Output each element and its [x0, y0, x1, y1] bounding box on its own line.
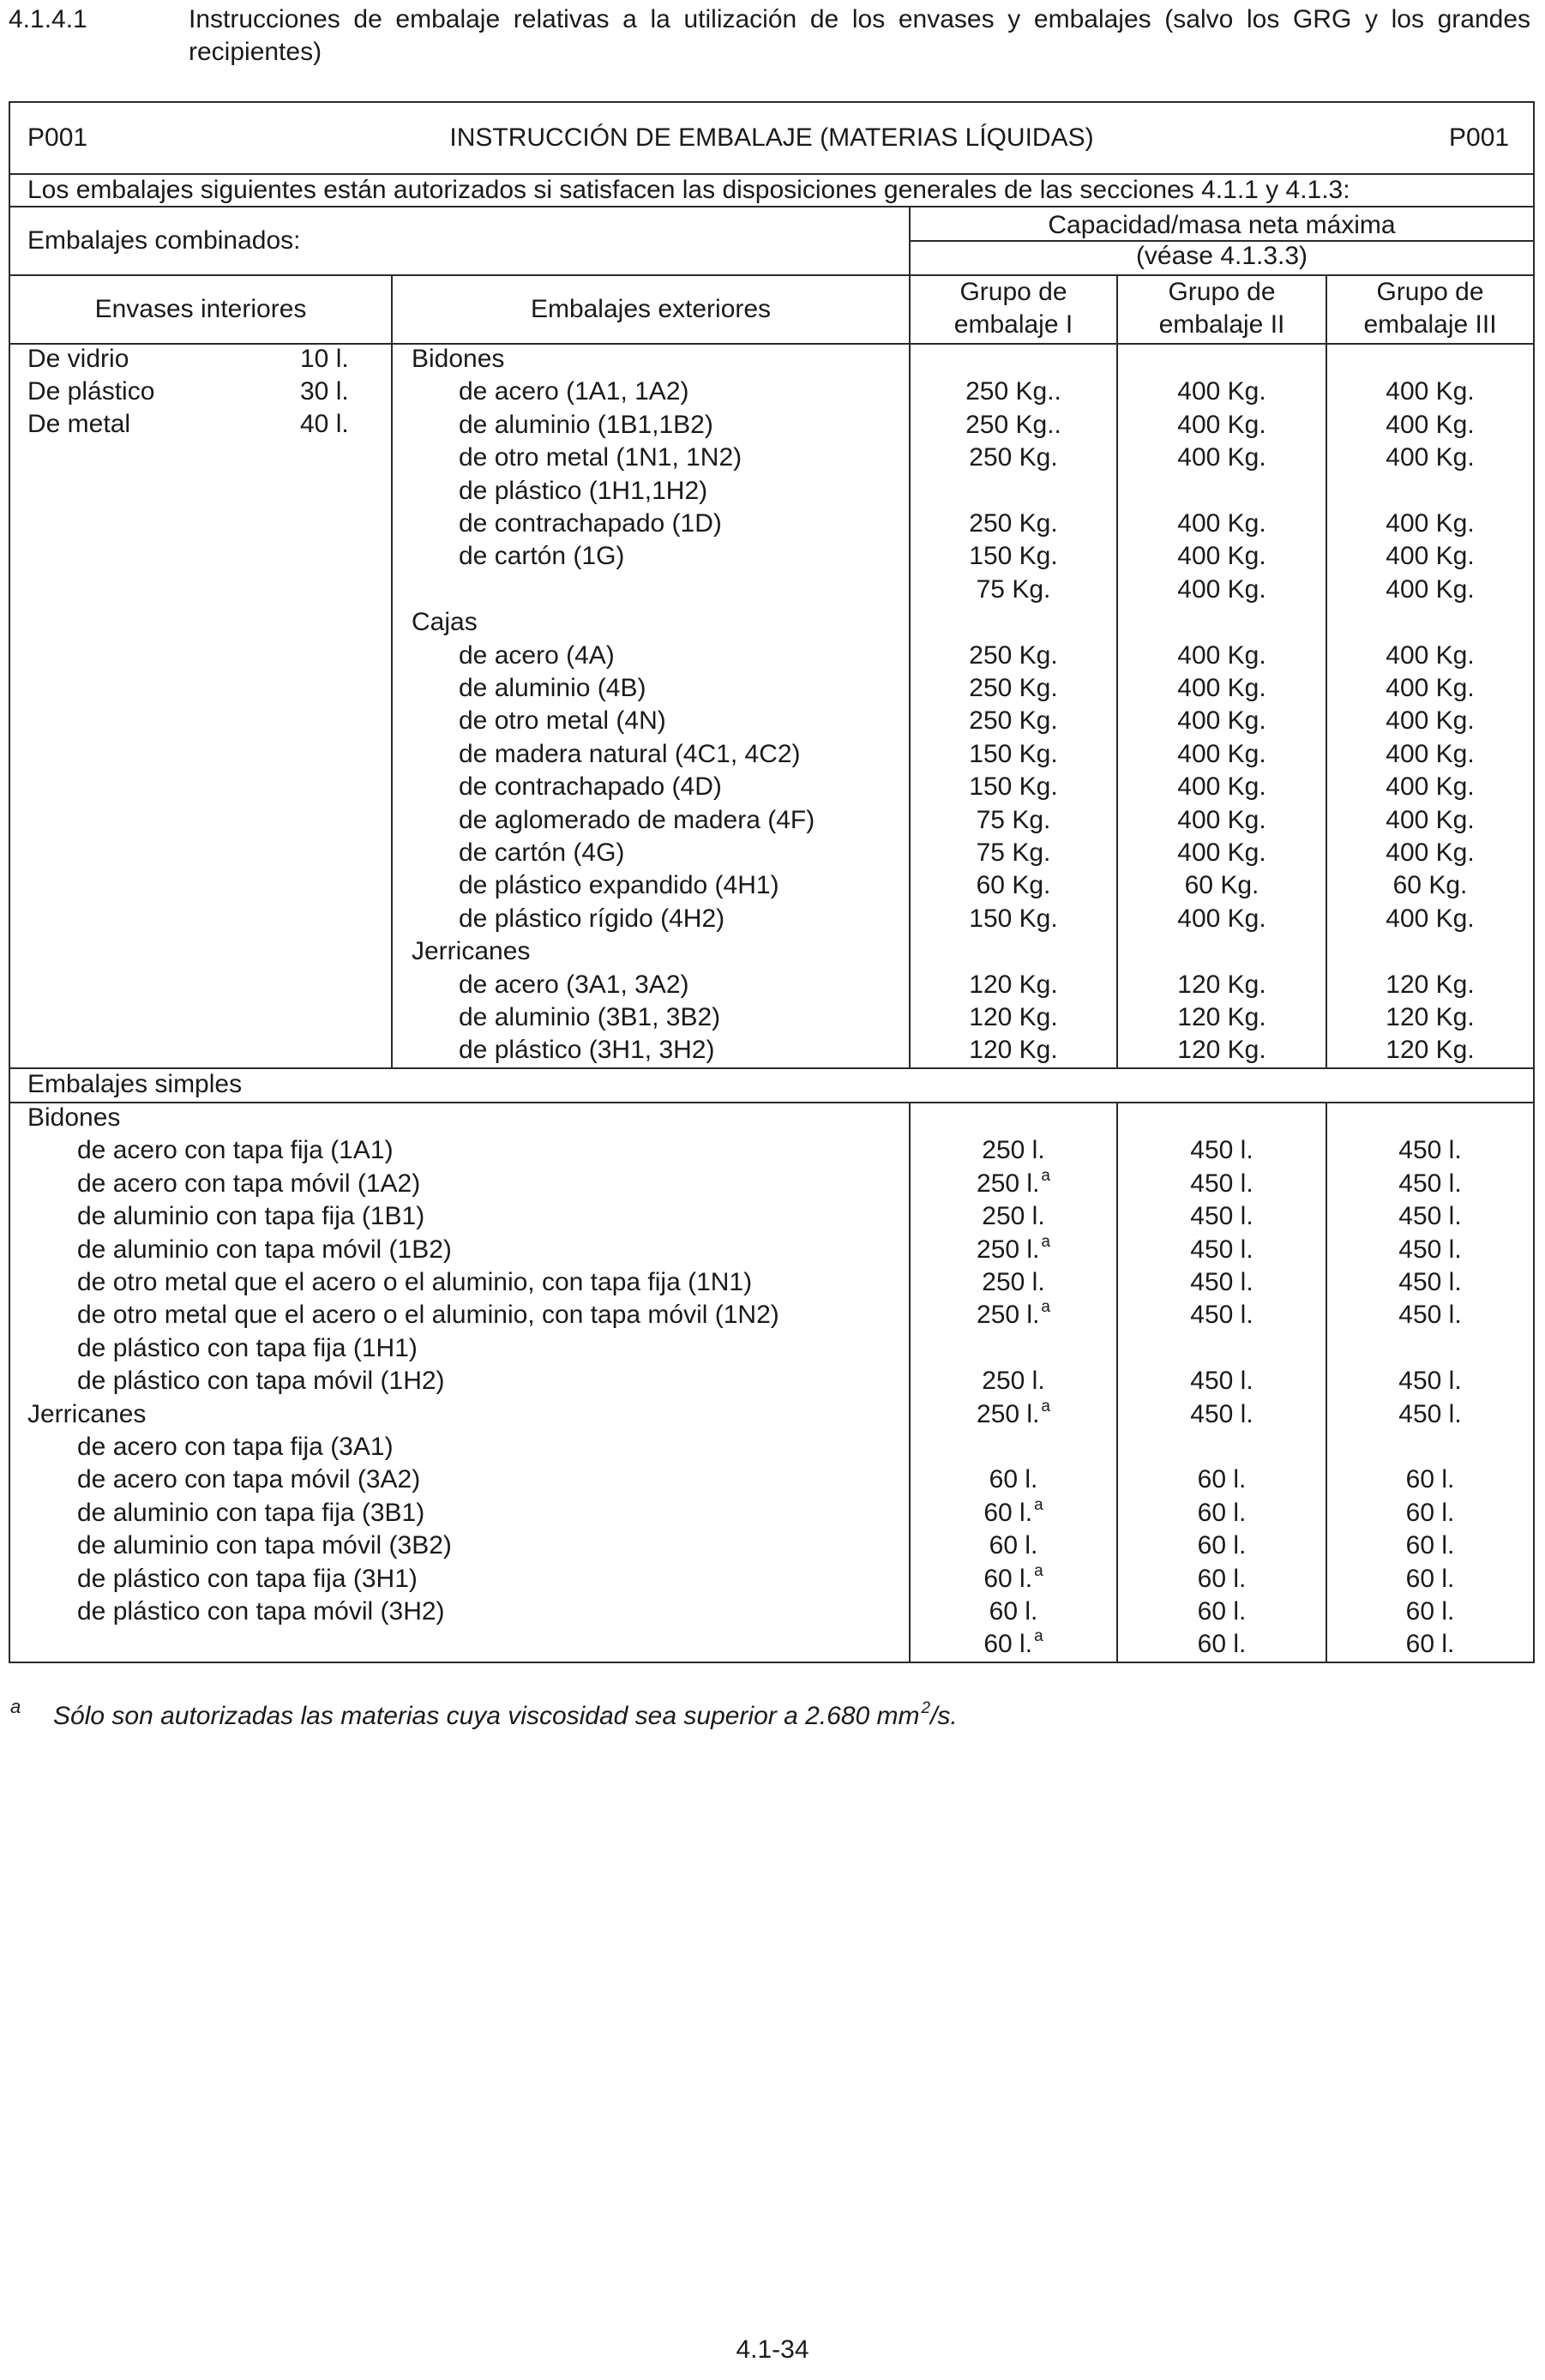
- section-number: 4.1.4.1: [9, 5, 87, 33]
- outer-packaging-label: de plástico rígido (4H2): [459, 905, 725, 933]
- capacity-value: [1118, 1299, 1326, 1331]
- capacity-header-note: (véase 4.1.3.3): [1135, 242, 1308, 270]
- capacity-value: 250 Kg.: [969, 509, 1058, 538]
- capacity-value: 400 Kg.: [1177, 641, 1266, 670]
- capacity-value: 120 Kg.: [969, 1036, 1058, 1064]
- capacity-value: [1327, 1628, 1533, 1661]
- capacity-value: 400 Kg.: [1177, 806, 1266, 834]
- capacity-value: [1327, 1463, 1533, 1496]
- footnote-ref: a: [1034, 1496, 1043, 1514]
- single-packaging-label: de aluminio con tapa fija (1B1): [77, 1202, 425, 1230]
- capacity-value-text: 60 l.: [989, 1597, 1038, 1626]
- capacity-value: 120 Kg.: [1177, 971, 1266, 999]
- capacity-value: 400 Kg.: [1177, 411, 1266, 439]
- capacity-value-text: 60 l.: [1197, 1531, 1247, 1560]
- footnote-marker: a: [10, 1696, 21, 1717]
- capacity-value: [911, 1463, 1116, 1496]
- capacity-value-text: 450 l.: [1190, 1235, 1253, 1264]
- capacity-value: [911, 1234, 1116, 1270]
- capacity-value: 400 Kg.: [1386, 740, 1475, 768]
- capacity-value-text: 60 l.: [983, 1565, 1033, 1593]
- capacity-value: [1118, 1463, 1326, 1496]
- capacity-value: [1118, 1200, 1326, 1233]
- capacity-value-text: 450 l.: [1190, 1268, 1253, 1296]
- capacity-value-text: 60 l.: [1197, 1597, 1247, 1626]
- outer-packaging-label: de otro metal (4N): [459, 706, 666, 735]
- capacity-value: 400 Kg.: [1386, 772, 1475, 801]
- capacity-value-text: 450 l.: [1190, 1202, 1253, 1230]
- outer-packaging-label: de plástico (3H1, 3H2): [459, 1036, 715, 1064]
- capacity-value: [1327, 1200, 1533, 1233]
- combined-label: Embalajes combinados:: [27, 226, 301, 255]
- capacity-value: 250 Kg.: [969, 641, 1058, 670]
- capacity-value: 400 Kg.: [1386, 674, 1475, 702]
- capacity-value-text: 250 l.: [977, 1301, 1040, 1329]
- capacity-value-text: 450 l.: [1398, 1136, 1462, 1164]
- group-header-line1: Grupo de: [1168, 278, 1276, 306]
- capacity-value: 120 Kg.: [1386, 1036, 1475, 1064]
- capacity-value: [1118, 1266, 1326, 1299]
- capacity-value: 75 Kg.: [976, 575, 1051, 604]
- capacity-value: [911, 1530, 1116, 1562]
- capacity-value: 400 Kg.: [1386, 377, 1475, 406]
- capacity-value-text: 60 l.: [989, 1465, 1038, 1494]
- inner-capacity-metal: 40 l.: [300, 410, 349, 438]
- capacity-value-text: 60 l.: [1405, 1565, 1455, 1593]
- intro-text: Los embalajes siguientes están autorizados si satisfacen las disposiciones generales de las secciones 4.1.1 y 4.1.3:: [27, 176, 1350, 204]
- capacity-value: 400 Kg.: [1386, 838, 1475, 867]
- capacity-value-text: 450 l.: [1190, 1367, 1253, 1395]
- capacity-value: 400 Kg.: [1177, 706, 1266, 735]
- capacity-value: [911, 1497, 1116, 1533]
- outer-packaging-label: de cartón (1G): [459, 542, 625, 570]
- outer-packaging-label: de plástico (1H1,1H2): [459, 477, 708, 505]
- single-packaging-label: de plástico con tapa fija (1H1): [77, 1334, 418, 1362]
- capacity-value: 400 Kg.: [1386, 806, 1475, 834]
- capacity-value: [911, 1200, 1116, 1233]
- single-packaging-label: de aluminio con tapa móvil (1B2): [77, 1235, 452, 1264]
- outer-packaging-label: de aluminio (3B1, 3B2): [459, 1003, 721, 1031]
- page-number: 4.1-34: [736, 2335, 809, 2364]
- capacity-value: 400 Kg.: [1386, 706, 1475, 735]
- capacity-value: [1327, 1168, 1533, 1200]
- capacity-value-text: 60 l.: [1197, 1630, 1247, 1658]
- capacity-value: [1118, 1134, 1326, 1167]
- capacity-value-text: 60 l.: [1405, 1499, 1455, 1527]
- footnote-ref: a: [1041, 1397, 1050, 1415]
- group-ii-header: [1118, 276, 1326, 341]
- single-packaging-label: de plástico con tapa móvil (1H2): [77, 1367, 445, 1395]
- capacity-value-text: 450 l.: [1398, 1202, 1462, 1230]
- capacity-value: [1118, 1234, 1326, 1266]
- capacity-value: 400 Kg.: [1177, 575, 1266, 604]
- instruction-title: INSTRUCCIÓN DE EMBALAJE (MATERIAS LÍQUIDAS): [449, 123, 1094, 152]
- capacity-value: 60 Kg.: [1184, 871, 1259, 899]
- inner-capacity-glass: 10 l.: [300, 345, 349, 373]
- capacity-value: [911, 1299, 1116, 1335]
- outer-packaging-label: de otro metal (1N1, 1N2): [459, 443, 742, 472]
- capacity-value-text: 250 l.: [982, 1268, 1045, 1296]
- capacity-value-text: 60 l.: [1197, 1565, 1247, 1593]
- capacity-value: 400 Kg.: [1386, 575, 1475, 604]
- capacity-value-text: 60 l.: [1197, 1499, 1247, 1527]
- capacity-value: [1327, 1398, 1533, 1431]
- capacity-value: 250 Kg.: [969, 706, 1058, 735]
- capacity-value: [1327, 1134, 1533, 1167]
- capacity-value: [911, 1596, 1116, 1628]
- capacity-value: [911, 1563, 1116, 1599]
- footnote-ref: a: [1041, 1233, 1050, 1251]
- capacity-value: 120 Kg.: [1386, 1003, 1475, 1031]
- capacity-value: [1327, 1596, 1533, 1628]
- outer-packaging-label: de contrachapado (1D): [459, 509, 722, 538]
- capacity-value: 120 Kg.: [1177, 1003, 1266, 1031]
- capacity-value: 75 Kg.: [976, 806, 1051, 834]
- capacity-value: [1327, 1266, 1533, 1299]
- capacity-value: 60 Kg.: [976, 871, 1051, 899]
- footnote-superscript: 2: [921, 1699, 931, 1717]
- capacity-value: 250 Kg..: [965, 377, 1061, 406]
- capacity-value: 60 Kg.: [1392, 871, 1468, 899]
- inner-name-metal: De metal: [27, 410, 131, 438]
- group-header-line1: Grupo de: [959, 278, 1067, 306]
- capacity-value: 400 Kg.: [1386, 509, 1475, 538]
- capacity-value: 150 Kg.: [969, 905, 1058, 933]
- instruction-code-left: P001: [27, 123, 88, 152]
- capacity-value: [1327, 1299, 1533, 1331]
- capacity-value: 400 Kg.: [1177, 509, 1266, 538]
- group-iii-header: [1327, 276, 1533, 341]
- inner-name-plastic: De plástico: [27, 377, 155, 406]
- capacity-value: 250 Kg.: [969, 443, 1058, 472]
- outer-packaging-label: de contrachapado (4D): [459, 772, 722, 801]
- footnote-ref: a: [1041, 1298, 1050, 1316]
- capacity-value: 400 Kg.: [1386, 905, 1475, 933]
- simple-packaging-label: Embalajes simples: [27, 1070, 243, 1098]
- outer-packaging-label: de acero (4A): [459, 641, 615, 670]
- capacity-value: [1327, 1497, 1533, 1530]
- single-packaging-label: Jerricanes: [27, 1400, 147, 1428]
- outer-packaging-label: de cartón (4G): [459, 838, 625, 867]
- capacity-value-text: 60 l.: [989, 1531, 1038, 1560]
- capacity-value: 400 Kg.: [1386, 542, 1475, 570]
- capacity-value: [911, 1168, 1116, 1204]
- capacity-value-text: 450 l.: [1398, 1301, 1462, 1329]
- outer-packaging-label: Bidones: [412, 345, 505, 373]
- inner-name-glass: De vidrio: [27, 345, 129, 373]
- capacity-value: 250 Kg.: [969, 674, 1058, 702]
- capacity-value-text: 250 l.: [977, 1169, 1040, 1198]
- capacity-value: 150 Kg.: [969, 542, 1058, 570]
- capacity-value-text: 60 l.: [1405, 1630, 1455, 1658]
- single-packaging-label: de plástico con tapa fija (3H1): [77, 1565, 418, 1593]
- capacity-value: 400 Kg.: [1177, 772, 1266, 801]
- capacity-value-text: 450 l.: [1190, 1301, 1253, 1329]
- capacity-value: [1327, 1530, 1533, 1562]
- outer-packaging-label: de madera natural (4C1, 4C2): [459, 740, 801, 768]
- group-i-header: [911, 276, 1116, 341]
- section-heading: Instrucciones de embalaje relativas a la utilización de los envases y embalajes (salvo los GRG y los grandes recipientes): [189, 5, 1530, 66]
- single-packaging-label: de plástico con tapa móvil (3H2): [77, 1597, 445, 1626]
- capacity-value: [1118, 1530, 1326, 1562]
- capacity-value-text: 450 l.: [1190, 1400, 1253, 1428]
- capacity-value: 120 Kg.: [1177, 1036, 1266, 1064]
- capacity-value: [1118, 1365, 1326, 1397]
- capacity-value: [1118, 1563, 1326, 1596]
- capacity-value: [911, 1266, 1116, 1299]
- capacity-value-text: 250 l.: [982, 1136, 1045, 1164]
- capacity-value: [911, 1398, 1116, 1434]
- single-packaging-label: de acero con tapa fija (1A1): [77, 1136, 394, 1164]
- outer-packaging-label: de aluminio (4B): [459, 674, 646, 702]
- single-packaging-label: de acero con tapa móvil (3A2): [77, 1465, 421, 1494]
- capacity-value: 400 Kg.: [1177, 905, 1266, 933]
- single-packaging-label: de acero con tapa móvil (1A2): [77, 1169, 421, 1198]
- capacity-value: [1118, 1398, 1326, 1431]
- capacity-value: [1118, 1168, 1326, 1200]
- single-packaging-label: de otro metal que el acero o el aluminio, con tapa móvil (1N2): [77, 1301, 779, 1329]
- capacity-value-text: 60 l.: [1197, 1465, 1247, 1494]
- capacity-value: 400 Kg.: [1386, 443, 1475, 472]
- capacity-value: [1118, 1596, 1326, 1628]
- outer-packaging-header: Embalajes exteriores: [530, 295, 772, 323]
- capacity-value: 400 Kg.: [1177, 838, 1266, 867]
- footnote-text-end: /s.: [930, 1702, 958, 1730]
- capacity-value: 250 Kg..: [965, 411, 1061, 439]
- capacity-value: [1118, 1497, 1326, 1530]
- outer-packaging-label: de aglomerado de madera (4F): [459, 806, 815, 834]
- capacity-value: [911, 1628, 1116, 1664]
- capacity-value: 150 Kg.: [969, 740, 1058, 768]
- single-packaging-label: de otro metal que el acero o el aluminio, con tapa fija (1N1): [77, 1268, 753, 1296]
- capacity-value-text: 250 l.: [977, 1400, 1040, 1428]
- capacity-value: 400 Kg.: [1177, 740, 1266, 768]
- capacity-value-text: 60 l.: [983, 1630, 1033, 1658]
- outer-packaging-label: de aluminio (1B1,1B2): [459, 411, 713, 439]
- capacity-value: [911, 1365, 1116, 1397]
- capacity-value: [1327, 1563, 1533, 1596]
- group-header-line2: embalaje II: [1158, 310, 1285, 339]
- capacity-value-text: 450 l.: [1398, 1268, 1462, 1296]
- inner-packaging-header: Envases interiores: [94, 295, 307, 323]
- capacity-value: 120 Kg.: [969, 1003, 1058, 1031]
- group-header-line2: embalaje I: [953, 310, 1073, 339]
- capacity-value: [911, 1134, 1116, 1167]
- outer-packaging-label: Jerricanes: [412, 937, 531, 965]
- footnote-ref: a: [1034, 1627, 1043, 1645]
- capacity-value: [1327, 1365, 1533, 1397]
- capacity-value: [1118, 1628, 1326, 1661]
- single-packaging-label: de aluminio con tapa móvil (3B2): [77, 1531, 452, 1560]
- capacity-value: 400 Kg.: [1177, 377, 1266, 406]
- capacity-value-text: 60 l.: [1405, 1531, 1455, 1560]
- outer-packaging-label: de plástico expandido (4H1): [459, 871, 779, 899]
- instruction-code-right: P001: [1449, 123, 1510, 152]
- footnote-ref: a: [1034, 1562, 1043, 1580]
- capacity-value-text: 450 l.: [1190, 1136, 1253, 1164]
- capacity-value-text: 450 l.: [1190, 1169, 1253, 1198]
- capacity-value: 400 Kg.: [1177, 674, 1266, 702]
- capacity-value: 120 Kg.: [1386, 971, 1475, 999]
- capacity-value-text: 250 l.: [982, 1367, 1045, 1395]
- capacity-value-text: 60 l.: [1405, 1465, 1455, 1494]
- capacity-value-text: 60 l.: [1405, 1597, 1455, 1626]
- capacity-value-text: 450 l.: [1398, 1235, 1462, 1264]
- capacity-value-text: 450 l.: [1398, 1400, 1462, 1428]
- capacity-header: Capacidad/masa neta máxima: [1048, 211, 1396, 239]
- capacity-value-text: 250 l.: [982, 1202, 1045, 1230]
- footnote: [53, 1700, 958, 1736]
- capacity-value: 150 Kg.: [969, 772, 1058, 801]
- outer-packaging-label: de acero (1A1, 1A2): [459, 377, 689, 406]
- footnote-text: Sólo son autorizadas las materias cuya viscosidad sea superior a 2.680 mm: [53, 1702, 920, 1730]
- single-packaging-label: de aluminio con tapa fija (3B1): [77, 1499, 425, 1527]
- capacity-value-text: 450 l.: [1398, 1367, 1462, 1395]
- inner-capacity-plastic: 30 l.: [300, 377, 349, 406]
- capacity-value: 400 Kg.: [1386, 641, 1475, 670]
- capacity-value: [1327, 1234, 1533, 1266]
- capacity-value-text: 250 l.: [977, 1235, 1040, 1264]
- capacity-value: 400 Kg.: [1177, 542, 1266, 570]
- capacity-value-text: 60 l.: [983, 1499, 1033, 1527]
- group-header-line2: embalaje III: [1363, 310, 1497, 339]
- footnote-ref: a: [1041, 1167, 1050, 1185]
- capacity-value-text: 450 l.: [1398, 1169, 1462, 1198]
- outer-packaging-label: de acero (3A1, 3A2): [459, 971, 689, 999]
- outer-packaging-label: Cajas: [412, 608, 478, 636]
- single-packaging-label: Bidones: [27, 1103, 121, 1132]
- capacity-value: 400 Kg.: [1386, 411, 1475, 439]
- capacity-value: 75 Kg.: [976, 838, 1051, 867]
- capacity-value: 400 Kg.: [1177, 443, 1266, 472]
- group-header-line1: Grupo de: [1376, 278, 1484, 306]
- single-packaging-label: de acero con tapa fija (3A1): [77, 1433, 394, 1461]
- capacity-value: 120 Kg.: [969, 971, 1058, 999]
